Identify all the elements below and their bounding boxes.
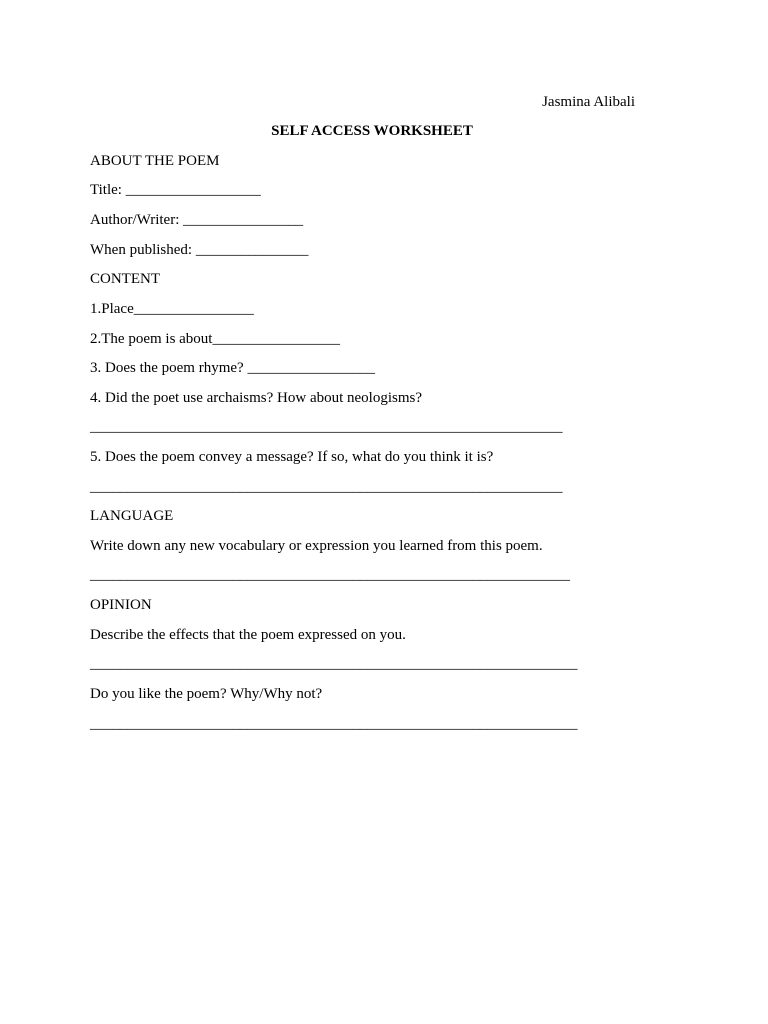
answer-line-4: _______________________________________________________________	[90, 419, 563, 435]
question-2: 2.The poem is about_________________	[90, 331, 340, 347]
author-name: Jasmina Alibali	[542, 94, 635, 110]
question-4: 4. Did the poet use archaisms? How about neologisms?	[90, 390, 423, 406]
author-field: Author/Writer: ________________	[90, 212, 304, 228]
answer-line-language: ________________________________________________________________	[90, 567, 570, 583]
section-heading-about: ABOUT THE POEM	[90, 153, 220, 169]
published-field: When published: _______________	[90, 242, 309, 258]
opinion-prompt-1: Describe the effects that the poem expressed on you.	[90, 627, 406, 643]
answer-line-5: _______________________________________________________________	[90, 479, 563, 495]
page-title: SELF ACCESS WORKSHEET	[271, 123, 473, 139]
answer-line-opinion-1: _________________________________________________________________	[90, 656, 578, 672]
language-prompt: Write down any new vocabulary or expression you learned from this poem.	[90, 538, 543, 554]
answer-line-opinion-2: _________________________________________________________________	[90, 716, 578, 732]
section-heading-content: CONTENT	[90, 271, 160, 287]
question-3: 3. Does the poem rhyme? _________________	[90, 360, 375, 376]
title-field: Title: __________________	[90, 182, 261, 198]
opinion-prompt-2: Do you like the poem? Why/Why not?	[90, 686, 323, 702]
question-5: 5. Does the poem convey a message? If so, what do you think it is?	[90, 449, 494, 465]
section-heading-opinion: OPINION	[90, 597, 152, 613]
question-1: 1.Place________________	[90, 301, 254, 317]
section-heading-language: LANGUAGE	[90, 508, 174, 524]
